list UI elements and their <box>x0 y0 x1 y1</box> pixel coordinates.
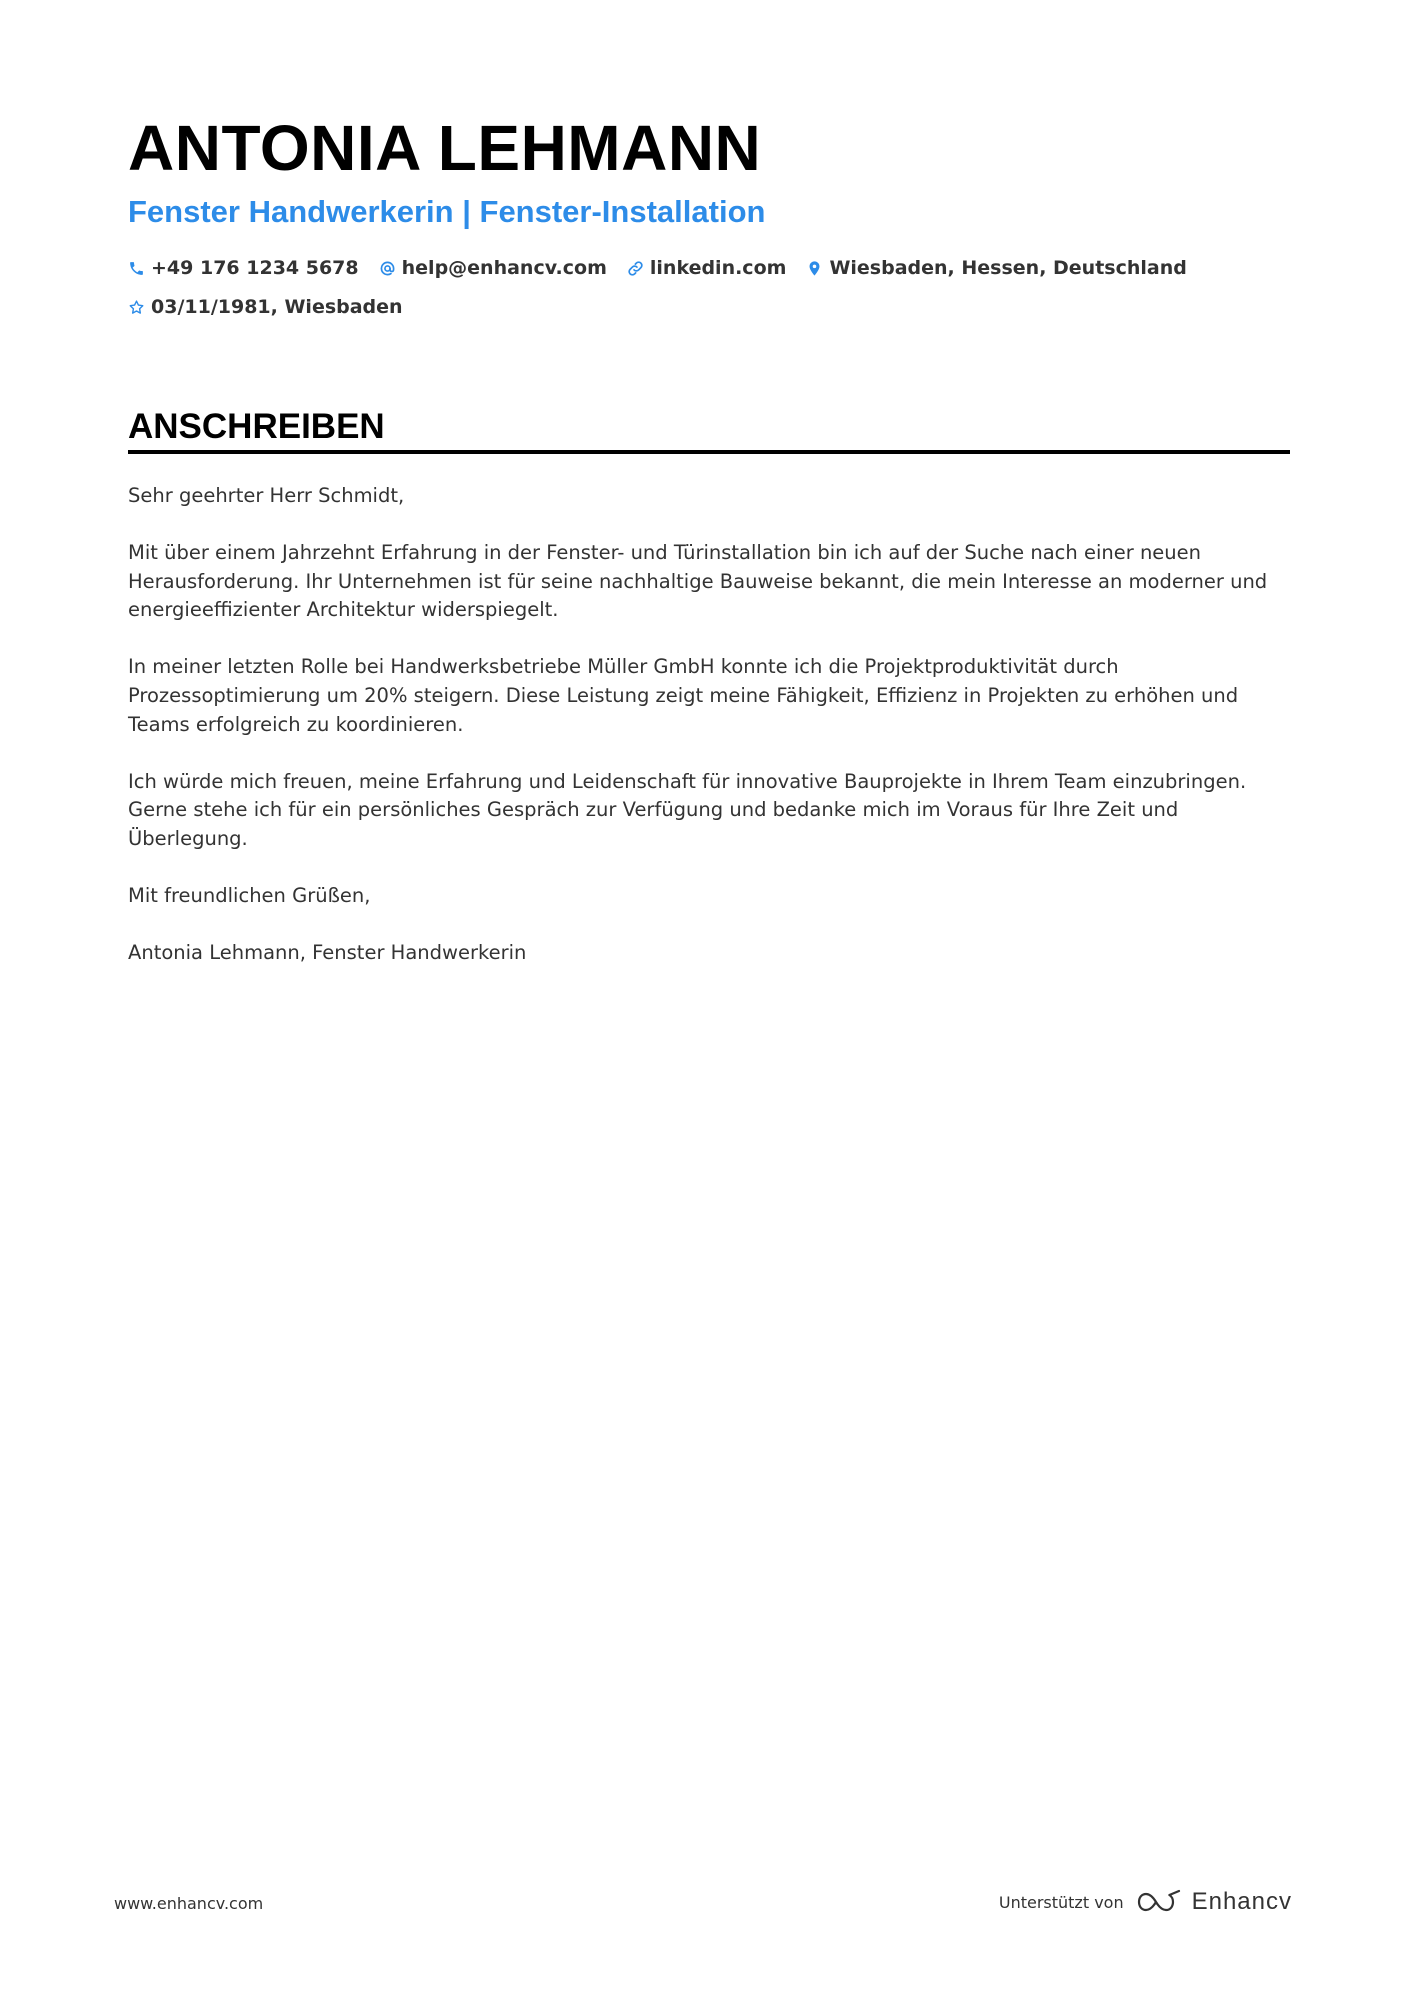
phone-icon <box>128 260 145 277</box>
letter-body <box>128 482 1290 996</box>
map-pin-icon <box>806 260 823 277</box>
footer-brand <box>999 1888 1292 1916</box>
star-icon <box>128 299 145 316</box>
salutation: Sehr geehrter Herr Schmidt, <box>128 484 405 507</box>
signature: Antonia Lehmann, Fenster Handwerkerin <box>128 940 527 964</box>
candidate-name: ANTONIA LEHMANN <box>128 112 762 184</box>
section-divider <box>128 450 1290 454</box>
contact-phone <box>128 257 359 279</box>
contact-email <box>379 257 607 279</box>
contact-linkedin <box>627 257 787 279</box>
phone-number: +49 176 1234 5678 <box>151 257 359 279</box>
linkedin-link: linkedin.com <box>649 257 787 279</box>
contact-location <box>806 257 1186 279</box>
candidate-title: Fenster Handwerkerin | Fenster-Installation <box>128 194 766 229</box>
location-text: Wiesbaden, Hessen, Deutschland <box>829 257 1187 279</box>
closing: Mit freundlichen Grüßen, <box>128 883 371 907</box>
contact-birth <box>128 296 403 318</box>
powered-by-label: Unterstützt von <box>998 1892 1124 1912</box>
at-icon <box>379 260 396 277</box>
letter-paragraph: Mit über einem Jahrzehnt Erfahrung in der Fenster- und Türinstallation bin ich auf der Suche nach einer neuen Herausforderung. Ihr Unternehmen ist für seine nachhaltige Bauweise bekannt, die mein Interesse an moderner und energieeffizienter Architektur widerspiegelt. <box>128 540 1268 622</box>
letter-paragraph: In meiner letzten Rolle bei Handwerksbetriebe Müller GmbH konnte ich die Projektproduktivität durch Prozessoptimierung um 20% steigern. Diese Leistung zeigt meine Fähigkeit, Effizienz in Projekten zu erhöhen und Teams erfolgreich zu koordinieren. <box>128 655 1239 736</box>
footer-url[interactable]: www.enhancv.com <box>114 1894 264 1913</box>
contact-row <box>128 254 1288 282</box>
link-icon <box>627 260 644 277</box>
email-address: help@enhancv.com <box>401 257 607 279</box>
birth-info: 03/11/1981, Wiesbaden <box>151 296 403 318</box>
brand-name: Enhancv <box>1191 1888 1292 1915</box>
section-title: ANSCHREIBEN <box>128 407 385 446</box>
enhancv-logo-icon <box>1136 1889 1182 1915</box>
letter-paragraph: Ich würde mich freuen, meine Erfahrung und Leidenschaft für innovative Bauprojekte in Ihrem Team einzubringen. Gerne stehe ich für ein persönliches Gespräch zur Verfügung und bedanke mich im Voraus für Ihre Zeit und Überlegung. <box>128 769 1247 851</box>
contact-info <box>128 254 1288 332</box>
contact-row <box>128 293 1288 321</box>
